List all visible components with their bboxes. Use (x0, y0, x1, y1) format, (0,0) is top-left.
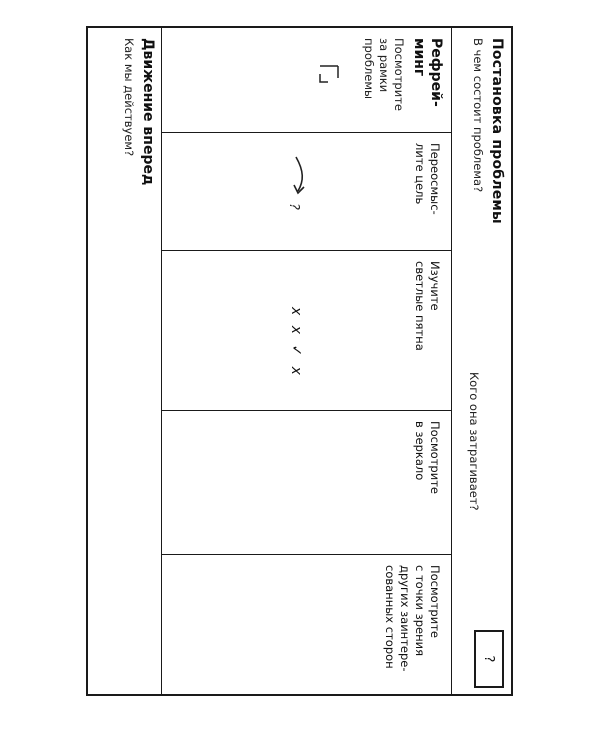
column-label: Посмотрите с точки зрения других заинтере- сованных сторон (383, 565, 442, 672)
reframing-row (162, 28, 452, 694)
column-label: Переосмыс- лите цель (413, 143, 442, 215)
affects-box-mark: ? (481, 655, 497, 663)
problem-reframing-worksheet (88, 28, 511, 694)
column-label: Изучите светлые пятна (413, 261, 442, 351)
reframing-title: Рефрей- минг (411, 38, 444, 107)
affects-question: Кого она затрагивает? (467, 372, 481, 511)
action-question: Как мы действуем? (122, 38, 136, 157)
reframing-label-cell (162, 28, 452, 132)
reframing-column[interactable] (162, 250, 452, 410)
reframing-column[interactable] (162, 410, 452, 554)
bright-spots-marks: x x ✓ x (288, 307, 304, 378)
svg-text:?: ? (286, 203, 301, 210)
reframing-hint: Посмотрите за рамки проблемы (362, 38, 406, 111)
problem-question: В чем состоит проблема? (471, 38, 485, 193)
divider (161, 28, 162, 694)
affects-answer-box[interactable] (474, 630, 504, 688)
section-title-problem: Постановка проблемы (489, 38, 505, 224)
reframing-column[interactable] (162, 132, 452, 250)
reframing-column[interactable] (162, 554, 452, 694)
arrow-question-icon (274, 151, 334, 221)
column-label: Посмотрите в зеркало (413, 421, 442, 494)
section-title-moving-forward: Движение вперед (140, 38, 156, 186)
frame-bracket-icon (316, 62, 342, 86)
